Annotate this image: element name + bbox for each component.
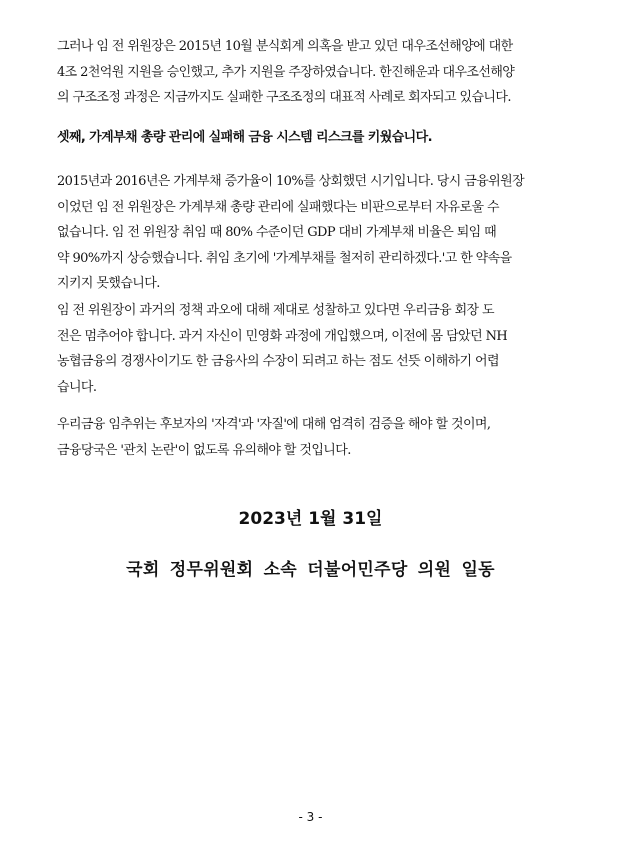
paragraph-line: 그러나 임 전 위원장은 2015년 10월 분식회계 의혹을 받고 있던 대우조선해양에 대한 [57,39,513,54]
paragraph-line: 전은 멈추어야 합니다. 과거 자신이 민영화 과정에 개입했으며, 이전에 몸 담았던 NH [57,328,508,344]
page-number: - 3 - [298,810,323,824]
section-heading-household-debt: 셋째, 가계부채 총량 관리에 실패해 금융 시스템 리스크를 키웠습니다. [57,130,432,145]
paragraph-line: 의 구조조정 과정은 지금까지도 실패한 구조조정의 대표적 사례로 회자되고 있습니다. [57,90,511,105]
paragraph-daewoo-restructuring [57,34,567,111]
paragraph-line: 우리금융 임추위는 후보자의 '자격'과 '자질'에 대해 엄격히 검증을 해야 할 것이며, [57,417,491,432]
paragraph-household-debt [57,169,567,297]
paragraph-line: 농협금융의 경쟁사이기도 한 금융사의 수장이 되려고 하는 점도 선뜻 이해하기 어렵 [57,354,499,369]
paragraph-line: 지키지 못했습니다. [57,276,160,291]
paragraph-woori-chairman [57,298,567,400]
statement-date: 2023년 1월 31일 [238,509,383,529]
paragraph-line: 4조 2천억원 지원을 승인했고, 추가 지원을 주장하였습니다. 한진해운과 대우조선해양 [57,64,515,80]
paragraph-line: 습니다. [57,379,97,395]
paragraph-line: 이었던 임 전 위원장은 가계부채 총량 관리에 실패했다는 비판으로부터 자유로울 수 [57,199,499,215]
paragraph-line: 2015년과 2016년은 가계부채 증가율이 10%를 상회했던 시기입니다. 당시 금융위원장 [57,174,525,189]
paragraph-line: 임 전 위원장이 과거의 정책 과오에 대해 제대로 성찰하고 있다면 우리금융 회장 도 [57,303,495,318]
paragraph-line: 없습니다. 임 전 위원장 취임 때 80% 수준이던 GDP 대비 가계부채 비율은 퇴임 때 [57,225,497,240]
paragraph-verification-request [57,412,567,463]
paragraph-line: 약 90%까지 상승했습니다. 취임 초기에 '가계부채를 철저히 관리하겠다.'고 한 약속을 [57,250,512,266]
paragraph-line: 금융당국은 '관치 논란'이 없도록 유의해야 할 것입니다. [57,442,351,458]
statement-signature: 국회 정무위원회 소속 더불어민주당 의원 일동 [126,560,495,580]
